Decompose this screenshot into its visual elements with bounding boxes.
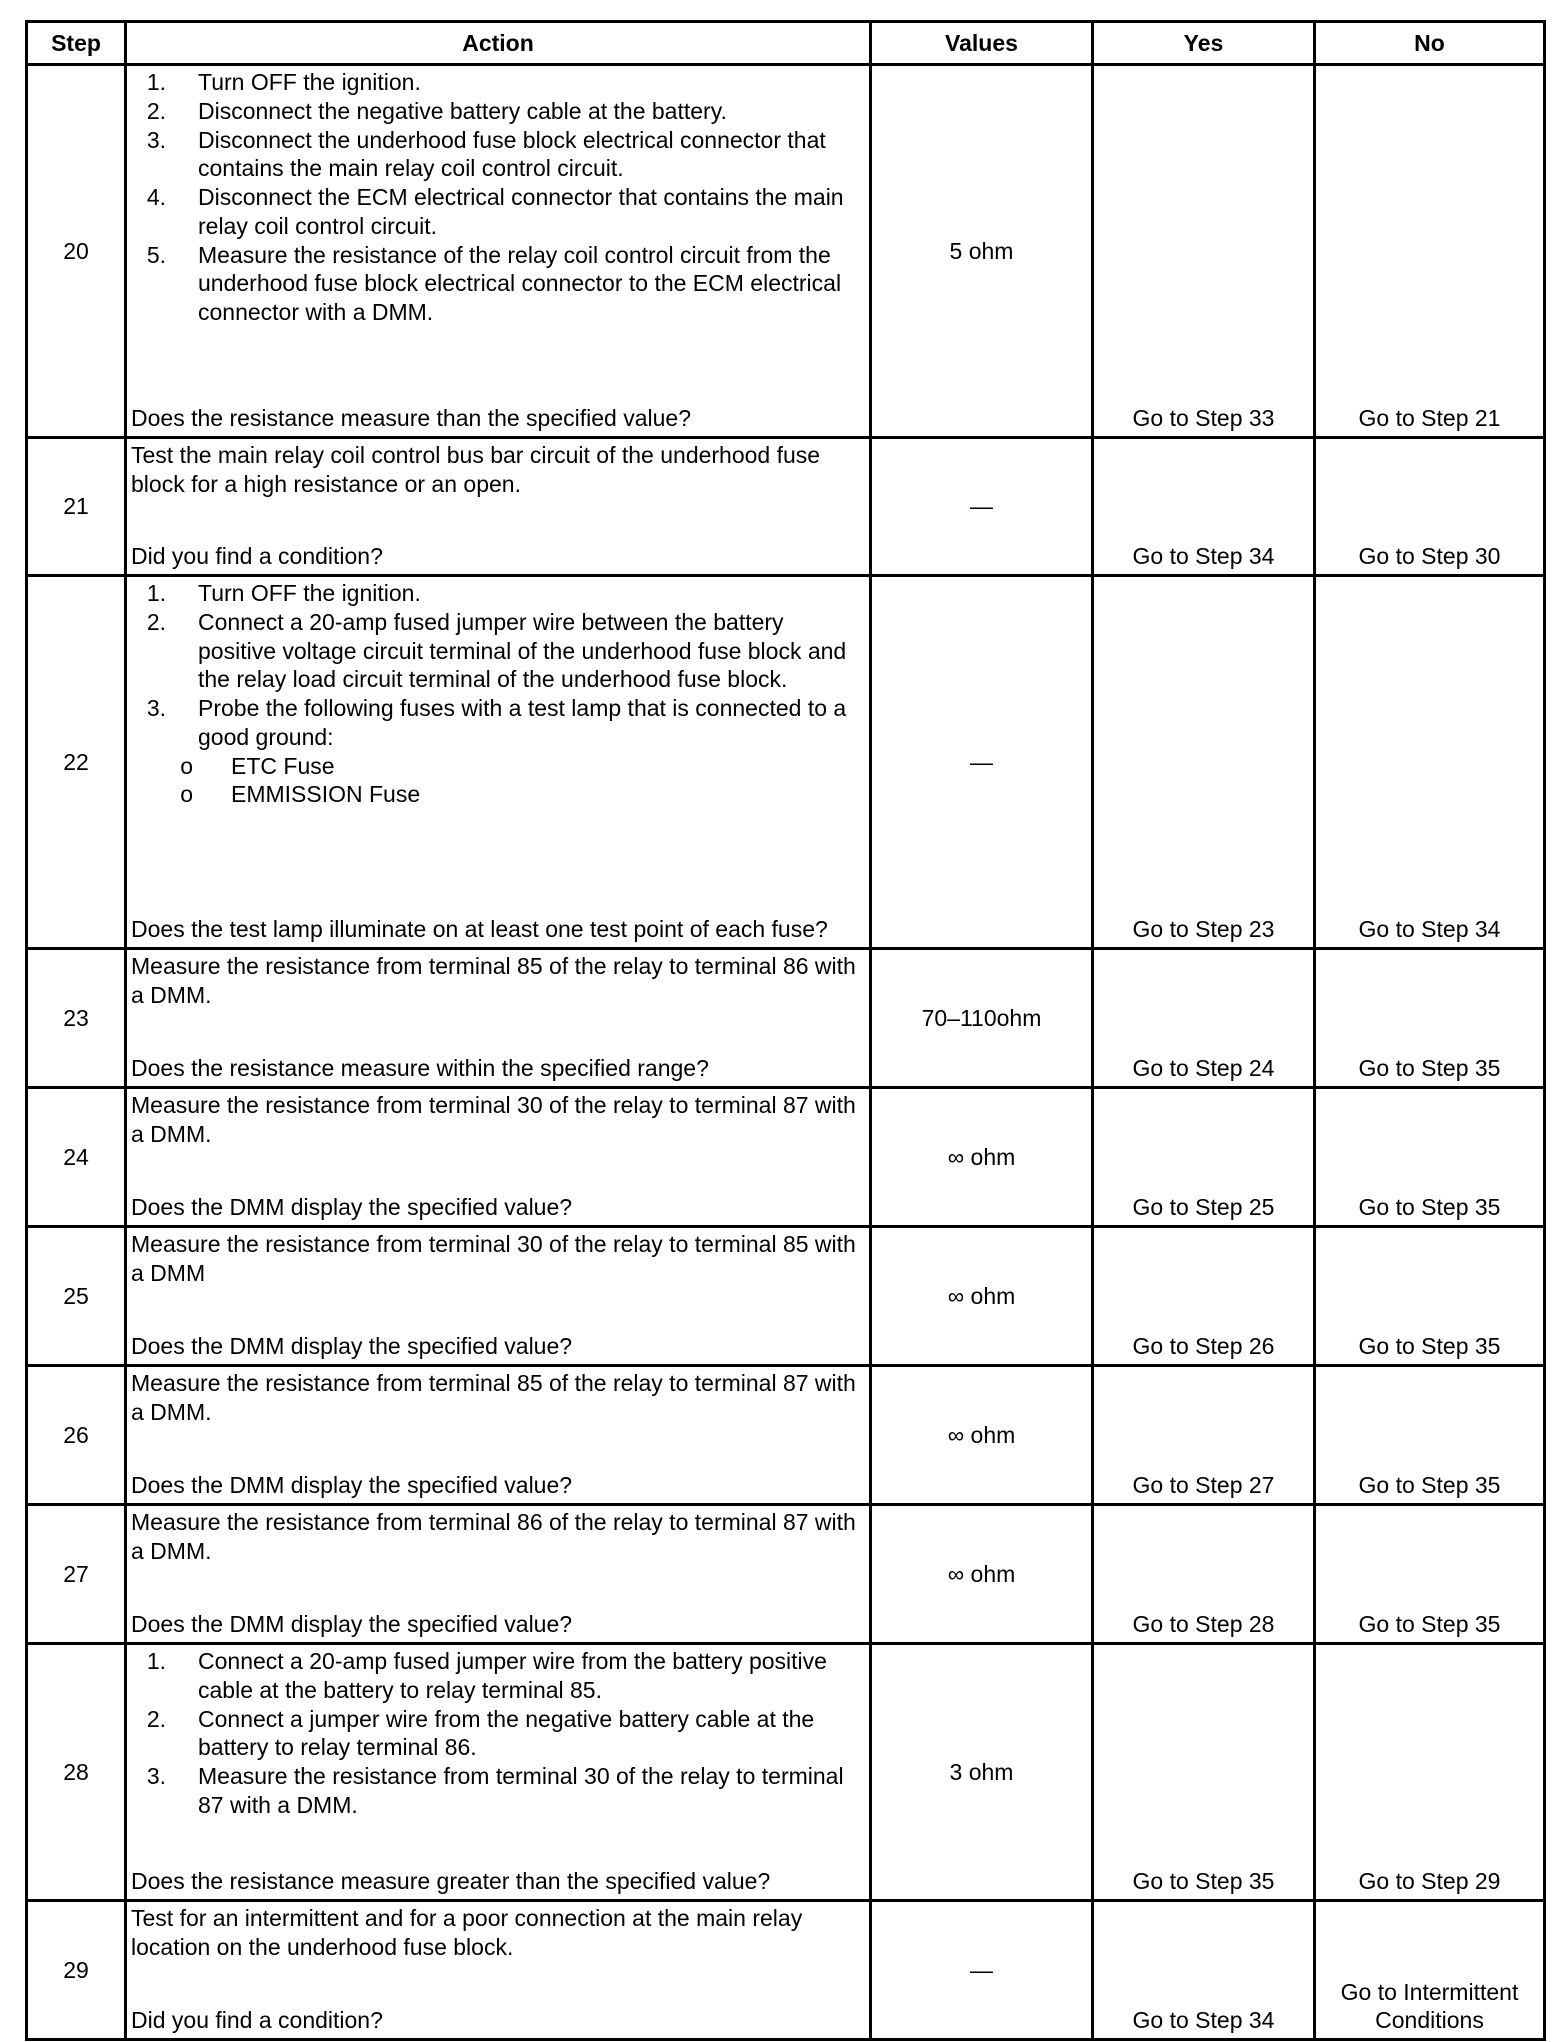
value-cell: ∞ ohm [871, 1505, 1093, 1644]
header-yes: Yes [1093, 22, 1315, 65]
yes-cell: Go to Step 33 [1093, 65, 1315, 438]
action-question: Did you find a condition? [131, 2007, 383, 2034]
step-index: 2. [146, 97, 166, 124]
action-content [131, 577, 865, 947]
value-cell: ∞ ohm [871, 1088, 1093, 1227]
action-content [131, 66, 865, 436]
action-content [131, 1367, 865, 1503]
step-number: 20 [27, 65, 126, 438]
action-content [131, 439, 865, 574]
step-text: Connect a 20-amp fused jumper wire from the battery positive cable at the battery to relay terminal 85. [198, 1648, 827, 1703]
sub-bullet: o [180, 752, 193, 779]
action-top [131, 66, 865, 327]
step-text: Disconnect the ECM electrical connector that contains the main relay coil control circuit. [198, 184, 844, 239]
step-number: 22 [27, 576, 126, 949]
step-index: 2. [146, 1705, 166, 1732]
action-top [131, 577, 865, 809]
action-step-item [131, 1762, 865, 1820]
step-number: 23 [27, 949, 126, 1088]
step-text: Measure the resistance from terminal 30 of the relay to terminal 87 with a DMM. [198, 1763, 844, 1818]
action-question: Does the resistance measure within the specified range? [131, 1055, 709, 1082]
action-step-item [131, 241, 865, 327]
sub-item-list [131, 752, 865, 810]
action-step-item [131, 183, 865, 241]
action-top [131, 1645, 865, 1820]
step-index: 5. [146, 241, 166, 268]
action-cell [126, 1505, 871, 1644]
action-cell [126, 1644, 871, 1901]
action-step-item [131, 126, 865, 184]
action-content [131, 1089, 865, 1225]
action-cell [126, 1366, 871, 1505]
header-values: Values [871, 22, 1093, 65]
step-index: 1. [146, 580, 166, 606]
action-cell [126, 1227, 871, 1366]
step-text: Turn OFF the ignition. [198, 580, 421, 606]
no-cell: Go to Step 30 [1315, 438, 1545, 576]
action-step-item [131, 579, 865, 608]
sub-item-text: ETC Fuse [231, 752, 335, 779]
table-row [27, 576, 1545, 949]
yes-cell: Go to Step 25 [1093, 1088, 1315, 1227]
action-step-item [131, 1647, 865, 1705]
action-top [131, 1228, 865, 1288]
table-row [27, 1505, 1545, 1644]
action-question: Did you find a condition? [131, 543, 383, 570]
action-step-item [131, 68, 865, 97]
yes-cell: Go to Step 35 [1093, 1644, 1315, 1901]
action-cell [126, 1088, 871, 1227]
action-top [131, 1506, 865, 1566]
no-cell: Go to Step 35 [1315, 949, 1545, 1088]
action-intro: Test the main relay coil control bus bar circuit of the underhood fuse block for a high resistance or an open. [131, 442, 821, 497]
action-step-list [131, 68, 865, 327]
step-text: Disconnect the negative battery cable at the battery. [198, 97, 727, 124]
table-row [27, 1366, 1545, 1505]
step-number: 26 [27, 1366, 126, 1505]
table-row [27, 1227, 1545, 1366]
step-number: 25 [27, 1227, 126, 1366]
step-index: 3. [146, 126, 166, 153]
value-cell: ∞ ohm [871, 1366, 1093, 1505]
step-index: 2. [146, 608, 166, 635]
header-no: No [1315, 22, 1545, 65]
action-cell [126, 576, 871, 949]
value-cell: — [871, 1901, 1093, 2040]
table-row [27, 65, 1545, 438]
action-cell [126, 1901, 871, 2040]
no-cell: Go to Step 29 [1315, 1644, 1545, 1901]
action-question: Does the DMM display the specified value? [131, 1611, 573, 1638]
action-intro: Measure the resistance from terminal 30 of the relay to terminal 85 with a DMM [131, 1231, 856, 1286]
yes-cell: Go to Step 24 [1093, 949, 1315, 1088]
step-index: 3. [146, 695, 166, 721]
no-cell: Go to Intermittent Conditions [1315, 1901, 1545, 2040]
action-question: Does the resistance measure than the specified value? [131, 405, 691, 432]
action-cell [126, 949, 871, 1088]
step-index: 3. [146, 1763, 166, 1789]
value-cell: 70–110ohm [871, 949, 1093, 1088]
step-index: 1. [146, 69, 166, 95]
action-step-item [131, 694, 865, 752]
table-row [27, 949, 1545, 1088]
action-question: Does the resistance measure greater than the specified value? [131, 1868, 771, 1895]
step-number: 24 [27, 1088, 126, 1227]
step-number: 28 [27, 1644, 126, 1901]
step-text: Turn OFF the ignition. [198, 69, 421, 95]
value-cell: 3 ohm [871, 1644, 1093, 1901]
step-text: Connect a jumper wire from the negative battery cable at the battery to relay terminal 86. [198, 1705, 815, 1761]
action-question: Does the DMM display the specified value? [131, 1194, 573, 1221]
step-number: 27 [27, 1505, 126, 1644]
value-cell: 5 ohm [871, 65, 1093, 438]
action-step-list [131, 1647, 865, 1820]
sub-item [131, 780, 865, 809]
action-intro: Test for an intermittent and for a poor connection at the main relay location on the underhood fuse block. [131, 1905, 803, 1960]
no-cell: Go to Step 35 [1315, 1227, 1545, 1366]
action-top [131, 439, 865, 499]
action-content [131, 1228, 865, 1364]
step-text: Connect a 20-amp fused jumper wire between the battery positive voltage circuit terminal of the underhood fuse block and the relay load circuit terminal of the underhood fuse block. [198, 608, 847, 693]
step-index: 1. [146, 1648, 166, 1674]
step-index: 4. [146, 184, 166, 210]
no-cell: Go to Step 35 [1315, 1505, 1545, 1644]
header-step: Step [27, 22, 126, 65]
step-number: 21 [27, 438, 126, 576]
value-cell: ∞ ohm [871, 1227, 1093, 1366]
action-cell [126, 65, 871, 438]
action-step-item [131, 97, 865, 126]
action-content [131, 1506, 865, 1642]
yes-cell: Go to Step 34 [1093, 1901, 1315, 2040]
no-cell: Go to Step 35 [1315, 1088, 1545, 1227]
table-body [27, 65, 1545, 2040]
value-cell: — [871, 576, 1093, 949]
table-row [27, 1088, 1545, 1227]
no-cell: Go to Step 34 [1315, 576, 1545, 949]
action-top [131, 950, 865, 1010]
table-row [27, 1901, 1545, 2040]
no-cell: Go to Step 21 [1315, 65, 1545, 438]
sub-item [131, 752, 865, 781]
yes-cell: Go to Step 27 [1093, 1366, 1315, 1505]
action-question: Does the DMM display the specified value? [131, 1333, 573, 1360]
header-row [27, 22, 1545, 65]
action-step-list [131, 579, 865, 752]
yes-cell: Go to Step 28 [1093, 1505, 1315, 1644]
action-intro: Measure the resistance from terminal 85 of the relay to terminal 87 with a DMM. [131, 1370, 856, 1425]
header-action: Action [126, 22, 871, 65]
step-text: Measure the resistance of the relay coil control circuit from the underhood fuse block electrical connector to the ECM electrical connector with a DMM. [198, 241, 842, 325]
diagnostic-table [25, 20, 1546, 2041]
value-cell: — [871, 438, 1093, 576]
action-top [131, 1089, 865, 1149]
action-top [131, 1367, 865, 1427]
step-number: 29 [27, 1901, 126, 2040]
action-intro: Measure the resistance from terminal 30 of the relay to terminal 87 with a DMM. [131, 1092, 856, 1147]
action-question: Does the test lamp illuminate on at least one test point of each fuse? [131, 916, 828, 943]
action-cell [126, 438, 871, 576]
action-intro: Measure the resistance from terminal 85 of the relay to terminal 86 with a DMM. [131, 953, 856, 1008]
action-step-item [131, 608, 865, 694]
action-content [131, 1902, 865, 2038]
action-top [131, 1902, 865, 1962]
yes-cell: Go to Step 26 [1093, 1227, 1315, 1366]
step-text: Disconnect the underhood fuse block electrical connector that contains the main relay coil control circuit. [198, 126, 826, 182]
no-cell: Go to Step 35 [1315, 1366, 1545, 1505]
table-row [27, 438, 1545, 576]
table-row [27, 1644, 1545, 1901]
diagnostic-page [25, 20, 1543, 2041]
action-question: Does the DMM display the specified value? [131, 1472, 573, 1499]
step-text: Probe the following fuses with a test lamp that is connected to a good ground: [198, 695, 847, 750]
sub-item-text: EMMISSION Fuse [231, 781, 421, 808]
yes-cell: Go to Step 34 [1093, 438, 1315, 576]
action-step-item [131, 1705, 865, 1763]
action-content [131, 950, 865, 1086]
yes-cell: Go to Step 23 [1093, 576, 1315, 949]
sub-bullet: o [180, 781, 193, 808]
action-intro: Measure the resistance from terminal 86 of the relay to terminal 87 with a DMM. [131, 1509, 856, 1564]
action-content [131, 1645, 865, 1899]
